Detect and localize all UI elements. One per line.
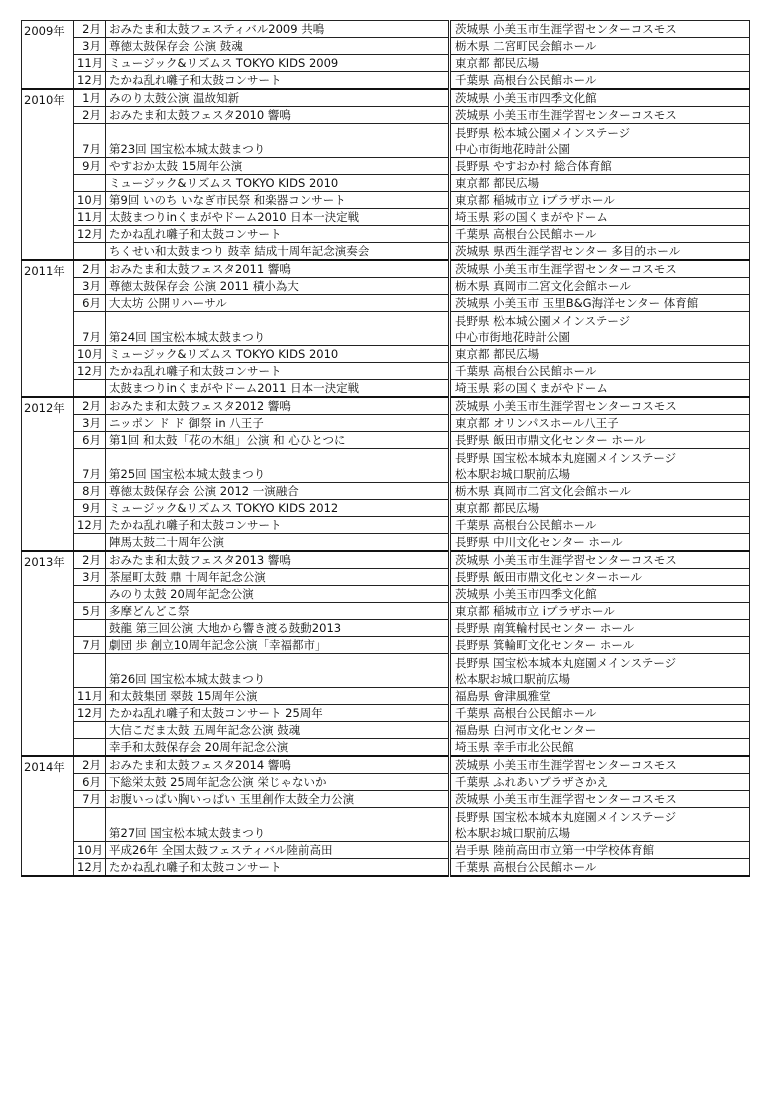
- month-cell: 7月: [74, 312, 106, 346]
- venue-cell: [450, 380, 750, 398]
- table-row: [22, 774, 750, 791]
- table-row: [22, 637, 750, 654]
- month-cell: 10月: [74, 842, 106, 859]
- event-cell: ミュージック&リズムス TOKYO KIDS 2012: [106, 500, 450, 517]
- event-cell: たかね乱れ囃子和太鼓コンサート: [106, 363, 450, 380]
- event-cell: おみたま和太鼓フェスタ2011 響鳴: [106, 260, 450, 278]
- table-row: [22, 534, 750, 552]
- venue-cell: [450, 192, 750, 209]
- event-cell: おみたま和太鼓フェスタ2013 響鳴: [106, 551, 450, 569]
- venue-cell: [450, 107, 750, 124]
- venue-cell: [450, 688, 750, 705]
- month-cell: 2月: [74, 107, 106, 124]
- venue-cell: [450, 500, 750, 517]
- table-row: [22, 346, 750, 363]
- venue-line: 茨城県 小美玉市生涯学習センターコスモス: [455, 758, 677, 772]
- table-row: [22, 175, 750, 192]
- month-cell: 2月: [74, 756, 106, 774]
- venue-line: 埼玉県 彩の国くまがやドーム: [455, 381, 608, 395]
- table-row: [22, 158, 750, 175]
- venue-cell: [450, 260, 750, 278]
- table-row: [22, 483, 750, 500]
- venue-line: 千葉県 高根台公民館ホール: [455, 518, 597, 532]
- venue-line: 福島県 白河市文化センター: [455, 723, 597, 737]
- venue-cell: [450, 158, 750, 175]
- table-row: [22, 295, 750, 312]
- venue-line: 松本駅お城口駅前広場: [455, 466, 570, 481]
- month-cell: 9月: [74, 500, 106, 517]
- month-cell: [74, 534, 106, 552]
- table-row: [22, 756, 750, 774]
- table-row: [22, 739, 750, 757]
- venue-cell: [450, 449, 750, 483]
- venue-cell: [450, 705, 750, 722]
- month-cell: 3月: [74, 38, 106, 55]
- venue-line: 埼玉県 彩の国くまがやドーム: [455, 210, 608, 224]
- venue-line: 松本駅お城口駅前広場: [455, 825, 570, 840]
- month-cell: 8月: [74, 483, 106, 500]
- event-cell: 平成26年 全国太鼓フェスティバル陸前高田: [106, 842, 450, 859]
- event-cell: 太鼓まつりinくまがやドーム2010 日本一決定戦: [106, 209, 450, 226]
- month-cell: 11月: [74, 209, 106, 226]
- month-cell: [74, 808, 106, 842]
- event-cell: 第24回 国宝松本城太鼓まつり: [106, 312, 450, 346]
- venue-cell: [450, 534, 750, 552]
- event-cell: 第9回 いのち いなぎ市民祭 和楽器コンサート: [106, 192, 450, 209]
- venue-line: 茨城県 小美玉市四季文化館: [455, 91, 597, 105]
- event-cell: 太鼓まつりinくまがやドーム2011 日本一決定戦: [106, 380, 450, 398]
- table-row: [22, 705, 750, 722]
- venue-line: 茨城県 小美玉市生涯学習センターコスモス: [455, 399, 677, 413]
- venue-line: 東京都 オリンパスホール八王子: [455, 416, 619, 430]
- venue-line: 東京都 稲城市立 iプラザホール: [455, 193, 615, 207]
- month-cell: [74, 739, 106, 757]
- venue-cell: [450, 842, 750, 859]
- venue-cell: [450, 808, 750, 842]
- event-cell: おみたま和太鼓フェスタ2010 響鳴: [106, 107, 450, 124]
- table-row: [22, 363, 750, 380]
- venue-cell: [450, 739, 750, 757]
- venue-cell: [450, 124, 750, 158]
- venue-line: 茨城県 小美玉市生涯学習センターコスモス: [455, 22, 677, 36]
- venue-line: 中心市街地花時計公園: [455, 329, 570, 344]
- venue-line: 東京都 都民広場: [455, 501, 540, 515]
- event-cell: 下総栄太鼓 25周年記念公演 栄じゃないか: [106, 774, 450, 791]
- venue-line: 松本駅お城口駅前広場: [455, 671, 570, 686]
- venue-line: 茨城県 小美玉市四季文化館: [455, 587, 597, 601]
- venue-line: 東京都 都民広場: [455, 347, 540, 361]
- event-cell: おみたま和太鼓フェスタ2012 響鳴: [106, 397, 450, 415]
- venue-cell: [450, 620, 750, 637]
- month-cell: [74, 722, 106, 739]
- table-row: [22, 586, 750, 603]
- venue-line: 東京都 都民広場: [455, 56, 540, 70]
- venue-line: 東京都 稲城市立 iプラザホール: [455, 604, 615, 618]
- event-cell: 茶屋町太鼓 鼎 十周年記念公演: [106, 569, 450, 586]
- table-row: [22, 449, 750, 483]
- month-cell: 2月: [74, 551, 106, 569]
- month-cell: 9月: [74, 158, 106, 175]
- event-cell: 第23回 国宝松本城太鼓まつり: [106, 124, 450, 158]
- month-cell: [74, 175, 106, 192]
- event-cell: 大太坊 公開リハーサル: [106, 295, 450, 312]
- venue-line: 栃木県 真岡市二宮文化会館ホール: [455, 279, 631, 293]
- venue-cell: [450, 209, 750, 226]
- venue-cell: [450, 517, 750, 534]
- month-cell: 10月: [74, 346, 106, 363]
- month-cell: 2月: [74, 397, 106, 415]
- venue-cell: [450, 89, 750, 107]
- table-row: [22, 791, 750, 808]
- table-row: [22, 500, 750, 517]
- month-cell: 12月: [74, 226, 106, 243]
- table-row: [22, 603, 750, 620]
- table-row: [22, 551, 750, 569]
- event-cell: たかね乱れ囃子和太鼓コンサート: [106, 226, 450, 243]
- month-cell: 11月: [74, 55, 106, 72]
- year-cell: 2013年: [22, 551, 74, 756]
- venue-line: 千葉県 高根台公民館ホール: [455, 706, 597, 720]
- event-cell: たかね乱れ囃子和太鼓コンサート: [106, 517, 450, 534]
- event-cell: 鼓龍 第三回公演 大地から響き渡る鼓動2013: [106, 620, 450, 637]
- venue-cell: [450, 791, 750, 808]
- venue-cell: [450, 278, 750, 295]
- venue-cell: [450, 432, 750, 449]
- venue-line: 長野県 やすおか村 総合体育館: [455, 159, 612, 173]
- venue-line: 茨城県 県西生涯学習センター 多目的ホール: [455, 244, 681, 258]
- table-row: [22, 432, 750, 449]
- event-cell: ミュージック&リズムス TOKYO KIDS 2010: [106, 175, 450, 192]
- table-row: [22, 654, 750, 688]
- month-cell: 7月: [74, 449, 106, 483]
- table-row: [22, 21, 750, 38]
- table-row: [22, 808, 750, 842]
- event-cell: お腹いっぱい胸いっぱい 玉里創作太鼓全力公演: [106, 791, 450, 808]
- venue-line: 千葉県 ふれあいプラザさかえ: [455, 775, 609, 789]
- venue-line: 長野県 中川文化センター ホール: [455, 535, 623, 549]
- month-cell: [74, 586, 106, 603]
- event-cell: 多摩どんどこ祭: [106, 603, 450, 620]
- venue-cell: [450, 415, 750, 432]
- table-row: [22, 842, 750, 859]
- venue-line: 長野県 箕輪町文化センター ホール: [455, 638, 635, 652]
- table-row: [22, 72, 750, 90]
- event-cell: 第25回 国宝松本城太鼓まつり: [106, 449, 450, 483]
- table-row: [22, 192, 750, 209]
- month-cell: 7月: [74, 791, 106, 808]
- event-cell: 第1回 和太鼓「花の木組」公演 和 心ひとつに: [106, 432, 450, 449]
- event-cell: 第26回 国宝松本城太鼓まつり: [106, 654, 450, 688]
- event-cell: ミュージック&リズムス TOKYO KIDS 2009: [106, 55, 450, 72]
- table-row: [22, 55, 750, 72]
- year-cell: 2011年: [22, 260, 74, 397]
- event-cell: 尊徳太鼓保存会 公演 2011 積小為大: [106, 278, 450, 295]
- venue-line: 長野県 飯田市鼎文化センター ホール: [455, 433, 646, 447]
- event-cell: 尊徳太鼓保存会 公演 鼓魂: [106, 38, 450, 55]
- venue-cell: [450, 55, 750, 72]
- month-cell: 7月: [74, 124, 106, 158]
- venue-cell: [450, 654, 750, 688]
- venue-line: 茨城県 小美玉市 玉里B&G海洋センター 体育館: [455, 296, 699, 310]
- table-row: [22, 620, 750, 637]
- event-cell: やすおか太鼓 15周年公演: [106, 158, 450, 175]
- table-row: [22, 107, 750, 124]
- month-cell: [74, 654, 106, 688]
- venue-line: 茨城県 小美玉市生涯学習センターコスモス: [455, 262, 677, 276]
- venue-cell: [450, 397, 750, 415]
- venue-cell: [450, 483, 750, 500]
- venue-line: 長野県 国宝松本城本丸庭園メインステージ: [455, 655, 677, 670]
- venue-cell: [450, 363, 750, 380]
- venue-cell: [450, 586, 750, 603]
- performance-history-table: [21, 20, 750, 877]
- venue-line: 長野県 飯田市鼎文化センターホール: [455, 570, 642, 584]
- month-cell: 6月: [74, 432, 106, 449]
- venue-line: 千葉県 高根台公民館ホール: [455, 860, 597, 874]
- table-row: [22, 415, 750, 432]
- schedule-sheet: [21, 20, 750, 877]
- month-cell: 3月: [74, 415, 106, 432]
- event-cell: おみたま和太鼓フェスティバル2009 共鳴: [106, 21, 450, 38]
- month-cell: 12月: [74, 705, 106, 722]
- event-cell: たかね乱れ囃子和太鼓コンサート 25周年: [106, 705, 450, 722]
- venue-cell: [450, 859, 750, 877]
- venue-line: 埼玉県 幸手市北公民館: [455, 740, 574, 754]
- event-cell: 大信こだま太鼓 五周年記念公演 鼓魂: [106, 722, 450, 739]
- venue-line: 千葉県 高根台公民館ホール: [455, 73, 597, 87]
- month-cell: 3月: [74, 278, 106, 295]
- table-row: [22, 380, 750, 398]
- table-row: [22, 278, 750, 295]
- table-row: [22, 226, 750, 243]
- year-cell: 2009年: [22, 21, 74, 90]
- table-row: [22, 124, 750, 158]
- table-row: [22, 89, 750, 107]
- event-cell: みのり太鼓 20周年記念公演: [106, 586, 450, 603]
- month-cell: 2月: [74, 21, 106, 38]
- month-cell: 12月: [74, 72, 106, 90]
- month-cell: 12月: [74, 517, 106, 534]
- table-row: [22, 722, 750, 739]
- month-cell: 5月: [74, 603, 106, 620]
- table-row: [22, 569, 750, 586]
- venue-line: 茨城県 小美玉市生涯学習センターコスモス: [455, 792, 677, 806]
- venue-line: 長野県 国宝松本城本丸庭園メインステージ: [455, 450, 677, 465]
- event-cell: おみたま和太鼓フェスタ2014 響鳴: [106, 756, 450, 774]
- event-cell: ニッポン ド ド 御祭 in 八王子: [106, 415, 450, 432]
- venue-cell: [450, 603, 750, 620]
- venue-cell: [450, 38, 750, 55]
- event-cell: ミュージック&リズムス TOKYO KIDS 2010: [106, 346, 450, 363]
- month-cell: 6月: [74, 774, 106, 791]
- year-cell: 2010年: [22, 89, 74, 260]
- venue-line: 長野県 南箕輪村民センター ホール: [455, 621, 635, 635]
- event-cell: 和太鼓集団 翠鼓 15周年公演: [106, 688, 450, 705]
- year-cell: 2012年: [22, 397, 74, 551]
- event-cell: 幸手和太鼓保存会 20周年記念公演: [106, 739, 450, 757]
- venue-cell: [450, 72, 750, 90]
- month-cell: 12月: [74, 859, 106, 877]
- venue-line: 中心市街地花時計公園: [455, 141, 570, 156]
- venue-line: 長野県 松本城公園メインステージ: [455, 313, 631, 328]
- table-row: [22, 312, 750, 346]
- venue-line: 福島県 會津風雅堂: [455, 689, 551, 703]
- event-cell: 陣馬太鼓二十周年公演: [106, 534, 450, 552]
- venue-cell: [450, 226, 750, 243]
- venue-cell: [450, 295, 750, 312]
- venue-cell: [450, 175, 750, 192]
- table-row: [22, 38, 750, 55]
- venue-cell: [450, 637, 750, 654]
- event-cell: 劇団 歩 創立10周年記念公演「幸福都市」: [106, 637, 450, 654]
- event-cell: みのり太鼓公演 温故知新: [106, 89, 450, 107]
- venue-line: 東京都 都民広場: [455, 176, 540, 190]
- month-cell: [74, 243, 106, 261]
- table-row: [22, 859, 750, 877]
- event-cell: たかね乱れ囃子和太鼓コンサート: [106, 72, 450, 90]
- venue-line: 茨城県 小美玉市生涯学習センターコスモス: [455, 553, 677, 567]
- table-row: [22, 260, 750, 278]
- event-cell: 尊徳太鼓保存会 公演 2012 一演融合: [106, 483, 450, 500]
- venue-line: 千葉県 高根台公民館ホール: [455, 364, 597, 378]
- month-cell: 2月: [74, 260, 106, 278]
- table-row: [22, 209, 750, 226]
- table-row: [22, 243, 750, 261]
- event-cell: 第27回 国宝松本城太鼓まつり: [106, 808, 450, 842]
- month-cell: [74, 620, 106, 637]
- venue-line: 茨城県 小美玉市生涯学習センターコスモス: [455, 108, 677, 122]
- venue-line: 長野県 松本城公園メインステージ: [455, 125, 631, 140]
- month-cell: 11月: [74, 688, 106, 705]
- month-cell: 10月: [74, 192, 106, 209]
- venue-line: 岩手県 陸前高田市立第一中学校体育館: [455, 843, 655, 857]
- month-cell: 12月: [74, 363, 106, 380]
- month-cell: 1月: [74, 89, 106, 107]
- venue-cell: [450, 569, 750, 586]
- month-cell: 6月: [74, 295, 106, 312]
- venue-line: 千葉県 高根台公民館ホール: [455, 227, 597, 241]
- event-cell: たかね乱れ囃子和太鼓コンサート: [106, 859, 450, 877]
- venue-line: 栃木県 二宮町民会館ホール: [455, 39, 597, 53]
- venue-line: 長野県 国宝松本城本丸庭園メインステージ: [455, 809, 677, 824]
- venue-cell: [450, 551, 750, 569]
- table-row: [22, 397, 750, 415]
- venue-cell: [450, 756, 750, 774]
- table-body: [22, 21, 750, 877]
- venue-cell: [450, 243, 750, 261]
- venue-cell: [450, 312, 750, 346]
- month-cell: [74, 380, 106, 398]
- month-cell: 7月: [74, 637, 106, 654]
- venue-line: 栃木県 真岡市二宮文化会館ホール: [455, 484, 631, 498]
- venue-cell: [450, 346, 750, 363]
- table-row: [22, 688, 750, 705]
- venue-cell: [450, 21, 750, 38]
- venue-cell: [450, 774, 750, 791]
- table-row: [22, 517, 750, 534]
- month-cell: 3月: [74, 569, 106, 586]
- event-cell: ちくせい和太鼓まつり 鼓幸 結成十周年記念演奏会: [106, 243, 450, 261]
- year-cell: 2014年: [22, 756, 74, 876]
- venue-cell: [450, 722, 750, 739]
